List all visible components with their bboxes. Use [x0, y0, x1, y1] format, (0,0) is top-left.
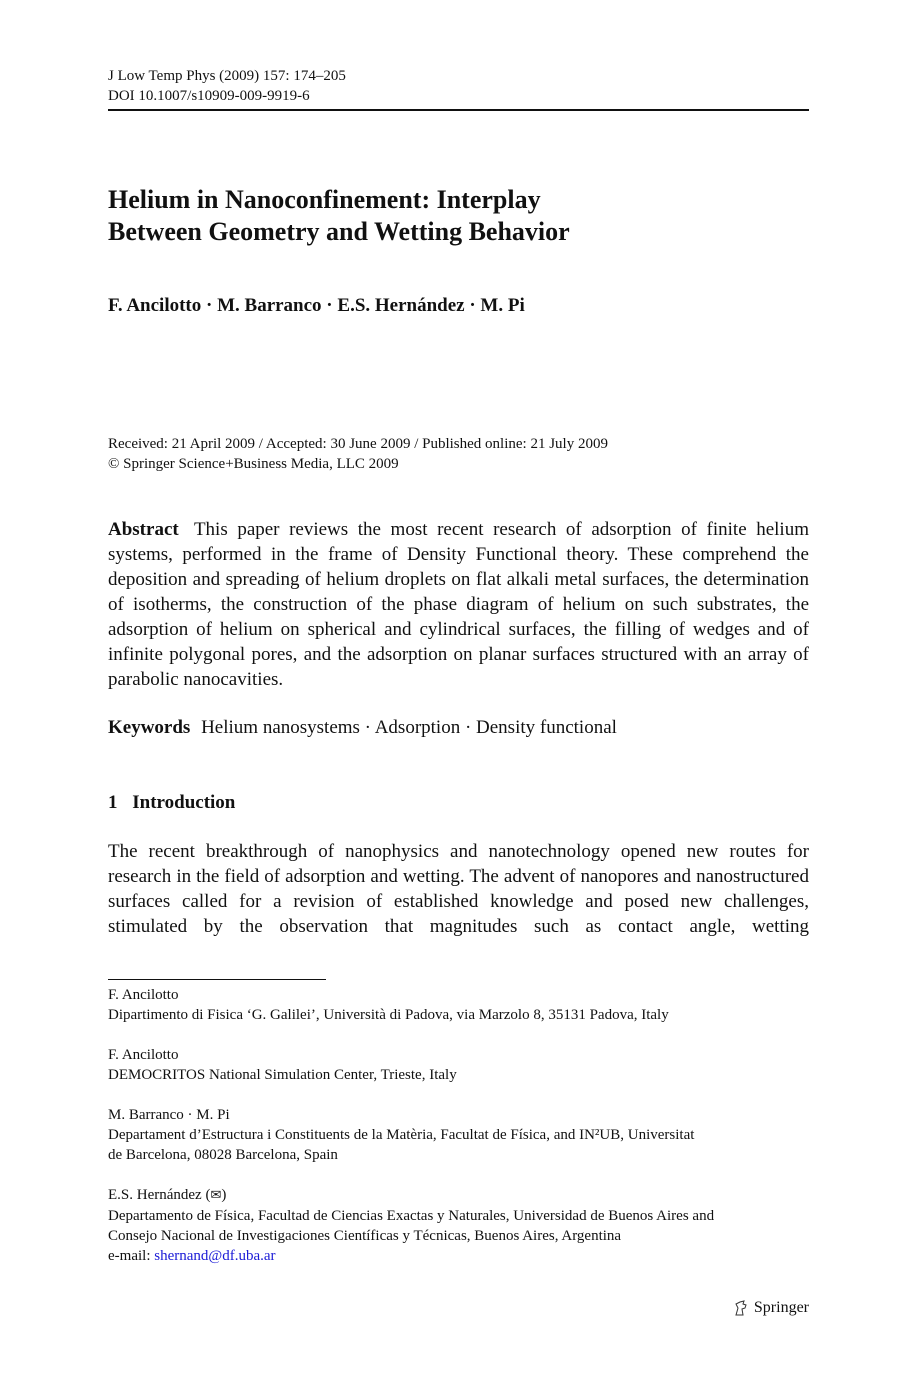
paper-title	[108, 184, 809, 248]
publication-dates	[108, 434, 809, 474]
affiliation-name: F. Ancilotto	[108, 1047, 179, 1063]
email-link[interactable]: shernand@df.uba.ar	[154, 1248, 276, 1264]
doi: DOI 10.1007/s10909-009-9919-6	[108, 88, 310, 104]
springer-horse-icon	[732, 1299, 750, 1317]
journal-header	[108, 66, 809, 106]
affiliation-block	[108, 985, 809, 1025]
affiliations	[108, 985, 809, 1286]
affiliation-block-corresponding	[108, 1185, 809, 1266]
email-line	[108, 1246, 809, 1266]
title-line-1: Helium in Nanoconfinement: Interplay	[108, 185, 541, 214]
envelope-icon: ✉	[210, 1188, 222, 1203]
affiliation-line: Dipartimento di Fisica ‘G. Galilei’, Università di Padova, via Marzolo 8, 35131 Padova, Italy	[108, 1007, 669, 1023]
affiliation-name: F. Ancilotto	[108, 987, 179, 1003]
section-number: 1	[108, 792, 118, 813]
header-rule	[108, 109, 809, 111]
keywords-label: Keywords	[108, 717, 191, 738]
introduction-paragraph: The recent breakthrough of nanophysics and nanotechnology opened new routes for research in the field of adsorption and wetting. The advent of nanopores and nanostructured surfaces called for a revision of established knowledge and posed new challenges, stimulated by the observation that magnitudes such as contact angle, wetting	[108, 841, 809, 937]
section-title: Introduction	[132, 792, 236, 813]
abstract-label: Abstract	[108, 519, 179, 540]
keywords	[108, 715, 809, 740]
affiliation-line: Departament d’Estructura i Constituents de la Matèria, Facultat de Física, and IN²UB, Universitat	[108, 1127, 695, 1143]
copyright: © Springer Science+Business Media, LLC 2009	[108, 456, 399, 472]
affiliation-line: Departamento de Física, Facultad de Ciencias Exactas y Naturales, Universidad de Buenos Aires and	[108, 1208, 715, 1224]
author-list: F. Ancilotto · M. Barranco · E.S. Hernández · M. Pi	[108, 295, 525, 316]
publisher-logo	[732, 1297, 809, 1319]
title-line-2: Between Geometry and Wetting Behavior	[108, 217, 570, 246]
section-heading	[108, 790, 809, 815]
keywords-text: Helium nanosystems · Adsorption · Density functional	[201, 717, 617, 738]
affiliation-line: DEMOCRITOS National Simulation Center, Trieste, Italy	[108, 1067, 457, 1083]
affiliation-block	[108, 1105, 809, 1165]
affiliation-name: M. Barranco · M. Pi	[108, 1107, 230, 1123]
affiliation-line: de Barcelona, 08028 Barcelona, Spain	[108, 1147, 338, 1163]
abstract	[108, 517, 809, 692]
date-history: Received: 21 April 2009 / Accepted: 30 June 2009 / Published online: 21 July 2009	[108, 436, 608, 452]
publisher-name: Springer	[753, 1299, 809, 1316]
email-label: e-mail:	[108, 1248, 151, 1264]
affiliation-name: E.S. Hernández	[108, 1187, 202, 1203]
affiliation-line: Consejo Nacional de Investigaciones Científicas y Técnicas, Buenos Aires, Argentina	[108, 1228, 622, 1244]
journal-citation: J Low Temp Phys (2009) 157: 174–205	[108, 68, 346, 84]
footnote-rule	[108, 979, 326, 980]
corresponding-author: E.S. Hernández (✉)	[108, 1185, 809, 1206]
affiliation-block	[108, 1045, 809, 1085]
abstract-text: This paper reviews the most recent research of adsorption of finite helium systems, performed in the frame of Density Functional theory. These comprehend the deposition and spreading of helium droplets on flat alkali metal surfaces, the determination of isotherms, the construction of the phase diagram of helium on such substrates, the adsorption of helium on spherical and cylindrical surfaces, the filling of wedges and of infinite polygonal pores, and the adsorption on planar surfaces structured with an array of parabolic nanocavities.	[108, 519, 809, 690]
